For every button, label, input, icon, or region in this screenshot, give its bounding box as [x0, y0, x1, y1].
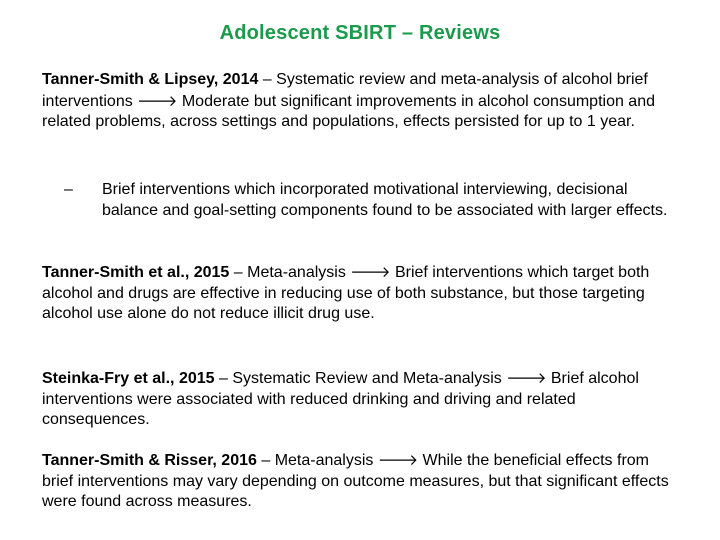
entry-finding: Moderate but significant improvements in alcohol consumption and related problems, across settings and populations, effects persisted for up to 1 year.	[42, 92, 655, 130]
entry-author: Tanner-Smith & Risser, 2016	[42, 452, 257, 469]
dash-bullet-icon: –	[64, 181, 73, 198]
entry-method: – Systematic review and meta-analysis of alcohol brief interventions	[42, 71, 648, 110]
arrow-right-icon: 🡒	[350, 263, 391, 281]
arrow-right-icon: 🡒	[377, 451, 419, 469]
sub-bullet	[64, 180, 674, 221]
slide-title: Adolescent SBIRT – Reviews	[219, 22, 501, 44]
sub-bullet-text: Brief interventions which incorporated motivational interviewing, decisional balance and goal-setting components found to be associated with larger effects.	[102, 181, 668, 219]
entry-method: – Meta-analysis	[229, 264, 351, 281]
arrow-right-icon: 🡒	[506, 369, 547, 387]
entry-method: – Meta-analysis	[256, 452, 378, 469]
review-entry-tanner-smith-lipsey	[42, 70, 682, 133]
entry-author: Steinka-Fry et al., 2015	[42, 370, 215, 387]
review-entry-tanner-smith-risser	[42, 450, 682, 513]
arrow-right-icon: 🡒	[137, 91, 178, 110]
review-entry-tanner-smith-2015	[42, 262, 682, 325]
entry-finding: Brief alcohol interventions were associated with reduced drinking and driving and related consequences.	[42, 370, 639, 428]
entry-author: Tanner-Smith & Lipsey, 2014	[42, 71, 259, 88]
entry-finding: While the beneficial effects from brief interventions may vary depending on outcome measures, but that significant effects were found across measures.	[42, 452, 669, 510]
entry-method: – Systematic Review and Meta-analysis	[214, 370, 507, 387]
review-entry-steinka-fry	[42, 368, 682, 431]
entry-author: Tanner-Smith et al., 2015	[42, 264, 230, 281]
entry-finding: Brief interventions which target both alcohol and drugs are effective in reducing use of both substance, but those targeting alcohol use alone do not reduce illicit drug use.	[42, 264, 650, 322]
